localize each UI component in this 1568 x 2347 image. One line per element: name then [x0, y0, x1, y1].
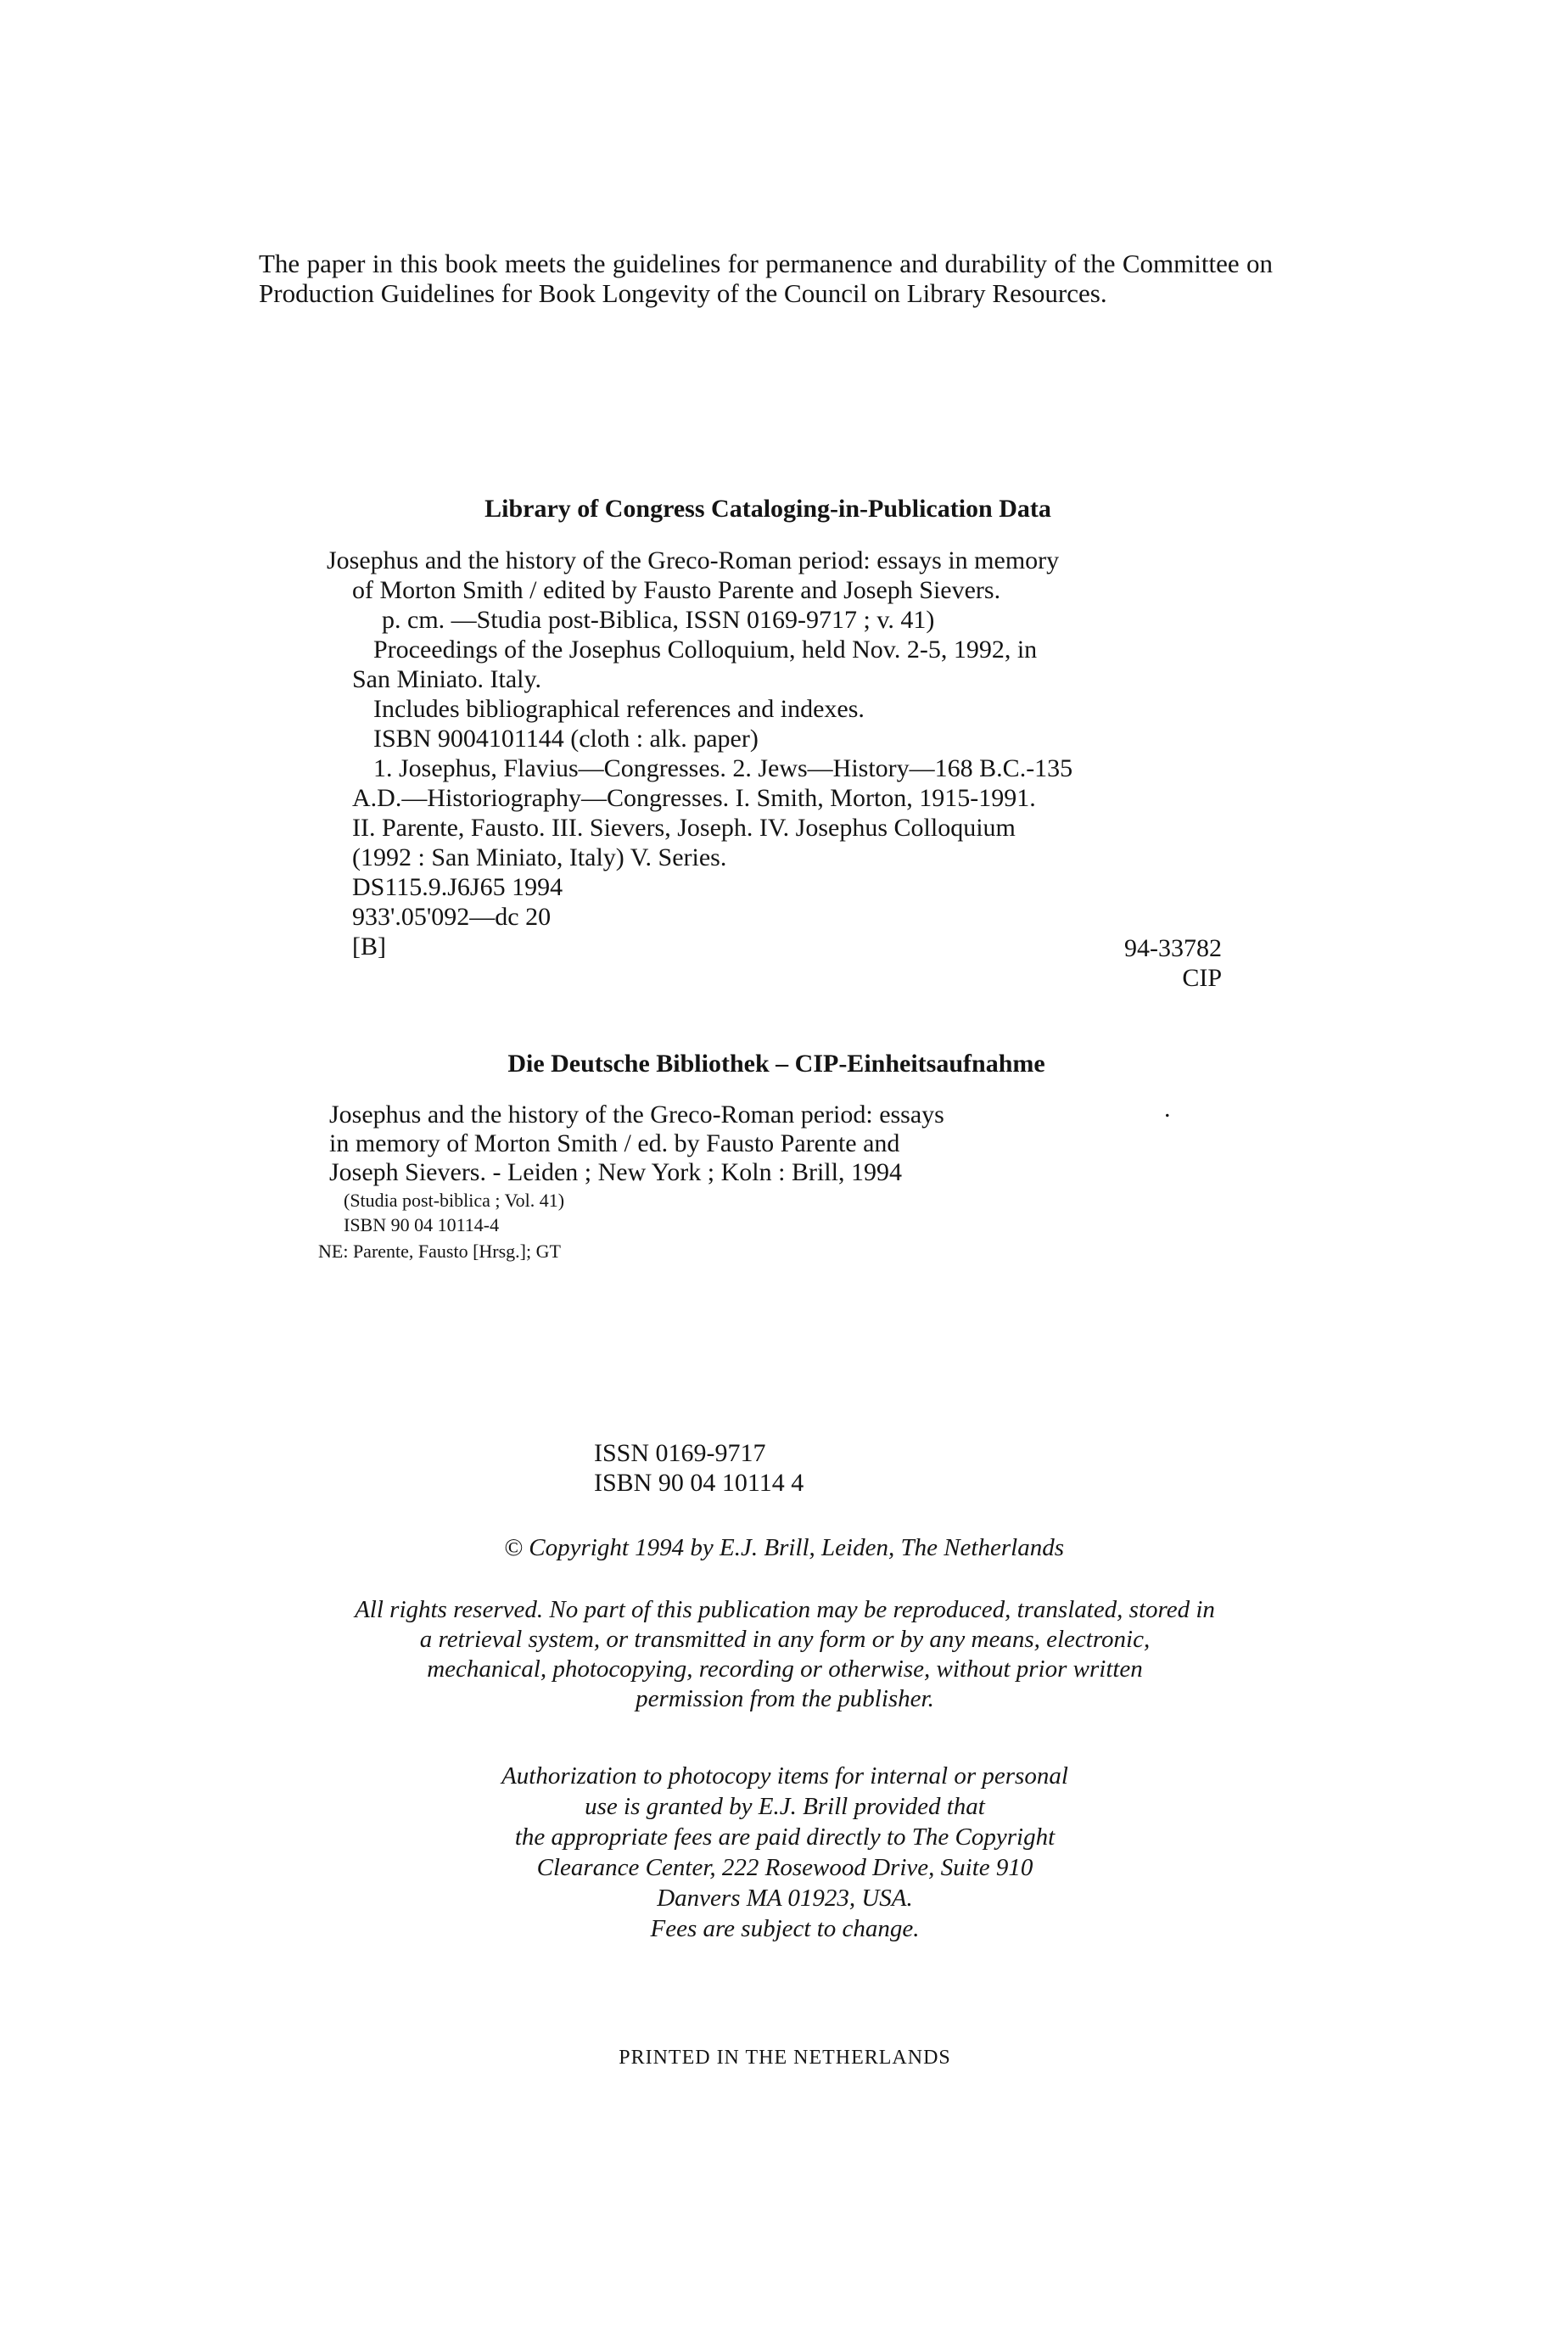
authorization-line: Clearance Center, 222 Rosewood Drive, Suite 910	[536, 1854, 1033, 1881]
rights-line: All rights reserved. No part of this publication may be reproduced, translated, stored in	[355, 1596, 1215, 1623]
dnb-series: (Studia post-biblica ; Vol. 41)	[344, 1190, 565, 1211]
loc-line: of Morton Smith / edited by Fausto Parente and Joseph Sievers.	[352, 576, 1001, 604]
loc-line: [B]	[352, 933, 386, 961]
lccn-number: 94-33782	[1124, 934, 1222, 962]
loc-line: San Miniato. Italy.	[352, 665, 542, 693]
loc-cip-heading: Library of Congress Cataloging-in-Publication Data	[484, 495, 1051, 523]
rights-line: permission from the publisher.	[636, 1685, 934, 1712]
isbn-number: ISBN 90 04 10114 4	[594, 1469, 804, 1497]
loc-line: Proceedings of the Josephus Colloquium, held Nov. 2-5, 1992, in	[373, 636, 1038, 664]
stray-mark: .	[1164, 1095, 1171, 1123]
dnb-cip-heading: Die Deutsche Bibliothek – CIP-Einheitsaufnahme	[507, 1050, 1045, 1078]
authorization-line: Fees are subject to change.	[650, 1915, 920, 1942]
loc-line: (1992 : San Miniato, Italy) V. Series.	[352, 843, 727, 871]
authorization-line: the appropriate fees are paid directly to The Copyright	[514, 1823, 1056, 1851]
dnb-cip-entry	[329, 1101, 1178, 1187]
loc-line: p. cm. —Studia post-Biblica, ISSN 0169-9717 ; v. 41)	[382, 606, 935, 634]
loc-line: Josephus and the history of the Greco-Roman period: essays in memory	[327, 546, 1060, 574]
authorization-line: Authorization to photocopy items for internal or personal	[501, 1762, 1068, 1790]
dnb-isbn: ISBN 90 04 10114-4	[344, 1214, 500, 1235]
rights-line: mechanical, photocopying, recording or otherwise, without prior written	[427, 1655, 1143, 1683]
copyright-notice: © Copyright 1994 by E.J. Brill, Leiden, The Netherlands	[504, 1534, 1064, 1561]
loc-lccn	[1069, 933, 1222, 993]
loc-line: II. Parente, Fausto. III. Sievers, Joseph. IV. Josephus Colloquium	[352, 814, 1016, 842]
loc-line: Includes bibliographical references and indexes.	[373, 695, 865, 723]
loc-dewey-number: 933'.05'092—dc 20	[352, 903, 552, 931]
paper-durability-note: The paper in this book meets the guidelines for permanence and durability of the Committee on Production Guidelines for Book Longevity of the Council on Library Resources.	[259, 249, 1273, 308]
authorization-line: use is granted by E.J. Brill provided that	[585, 1793, 985, 1820]
loc-line: 1. Josephus, Flavius—Congresses. 2. Jews—History—168 B.C.-135	[373, 754, 1073, 782]
dnb-series-isbn	[344, 1188, 853, 1237]
dnb-line: in memory of Morton Smith / ed. by Fausto Parente and	[329, 1129, 900, 1157]
dnb-ne-line: NE: Parente, Fausto [Hrsg.]; GT	[318, 1241, 561, 1262]
rights-line: a retrieval system, or transmitted in any form or by any means, electronic,	[419, 1626, 1151, 1653]
dnb-line: Joseph Sievers. - Leiden ; New York ; Koln : Brill, 1994	[329, 1158, 902, 1186]
authorization-line: Danvers MA 01923, USA.	[657, 1885, 913, 1912]
rights-reserved-notice	[314, 1595, 1256, 1714]
issn-number: ISSN 0169-9717	[594, 1439, 766, 1467]
loc-cip-entry	[327, 546, 1226, 961]
photocopy-authorization	[407, 1761, 1162, 1944]
loc-line: A.D.—Historiography—Congresses. I. Smith, Morton, 1915-1991.	[352, 784, 1036, 812]
printed-in-notice: PRINTED IN THE NETHERLANDS	[619, 2047, 951, 2069]
loc-call-number: DS115.9.J6J65 1994	[352, 873, 563, 901]
cip-label: CIP	[1182, 964, 1222, 992]
issn-isbn-block	[594, 1438, 950, 1498]
dnb-line: Josephus and the history of the Greco-Roman period: essays	[329, 1101, 944, 1129]
loc-line: ISBN 9004101144 (cloth : alk. paper)	[373, 725, 759, 753]
